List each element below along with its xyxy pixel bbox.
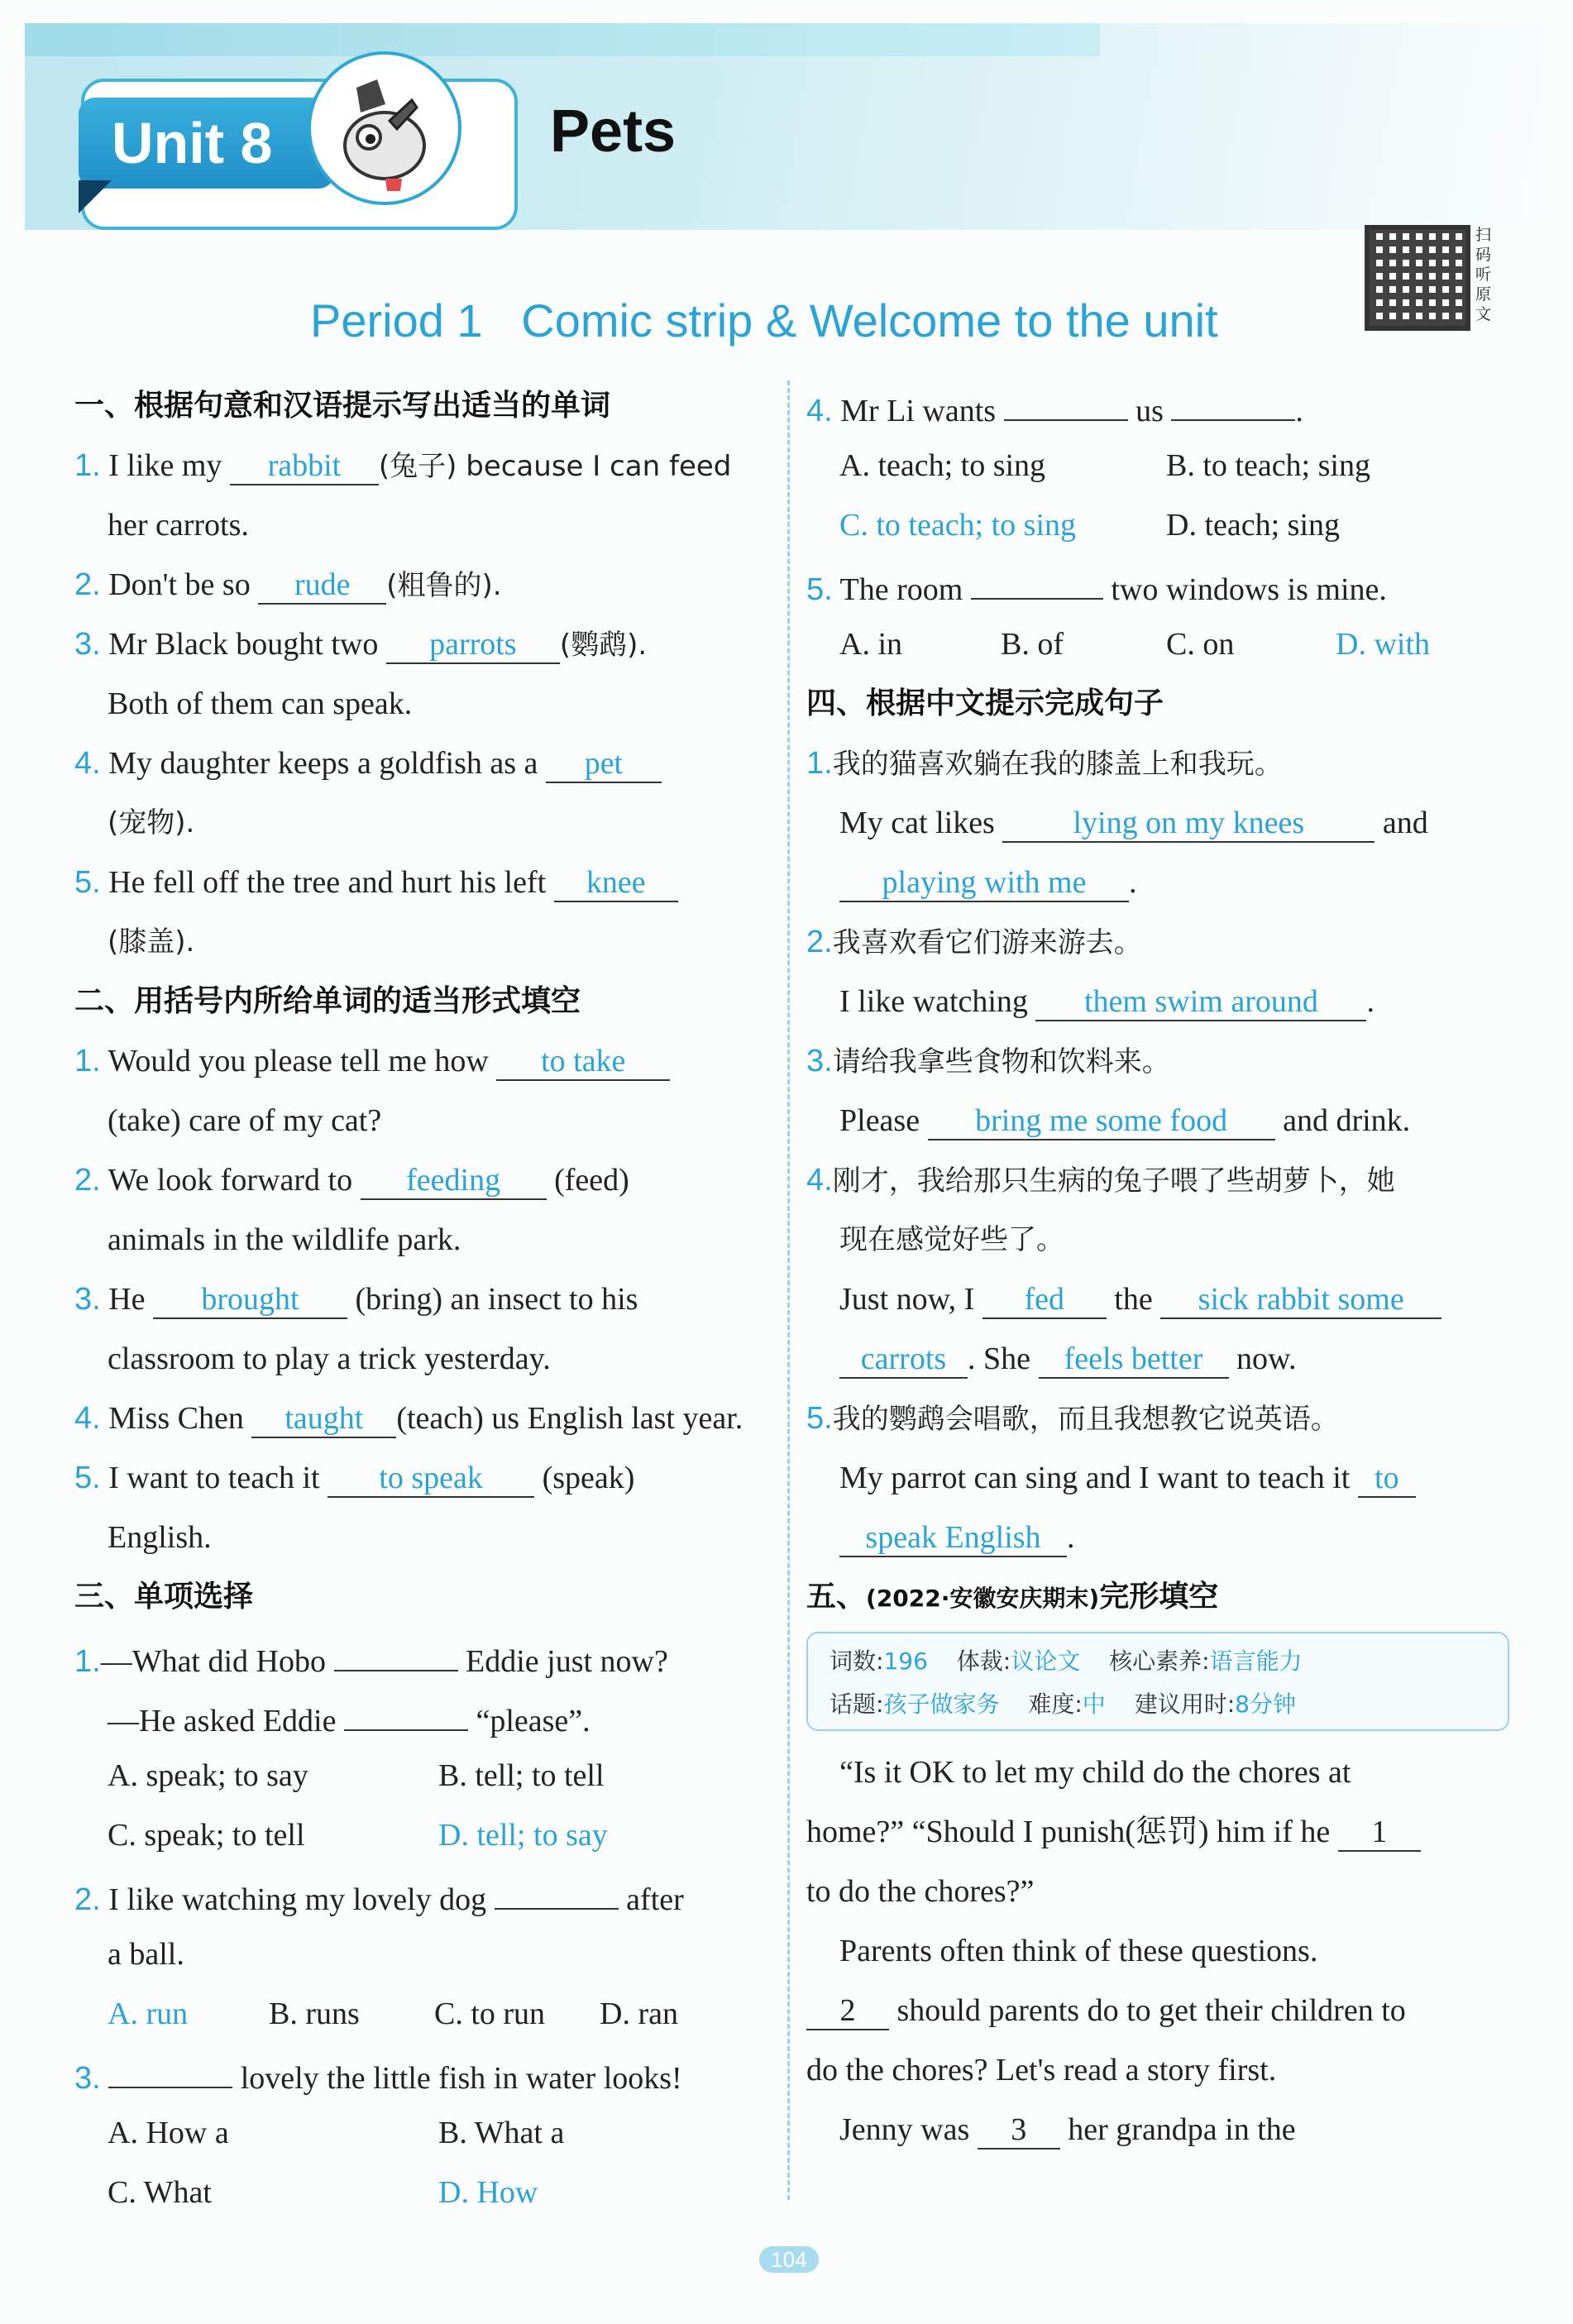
option-c[interactable]: C. on — [1166, 627, 1235, 662]
info-value: 中 — [1082, 1690, 1106, 1718]
answer-blank[interactable]: fed — [983, 1274, 1107, 1319]
s4-q4-cn-cont: 现在感觉好些了。 — [839, 1223, 1064, 1256]
q-number: 3. — [74, 2061, 101, 2096]
q-number: 3. — [806, 1044, 833, 1078]
info-key: 体裁: — [956, 1647, 1011, 1675]
answer-blank[interactable] — [334, 1627, 458, 1671]
s4-q1-en — [806, 793, 1509, 853]
period-title: Period 1 Comic strip & Welcome to the unit — [310, 294, 1218, 347]
q-text: now. — [1236, 1341, 1297, 1376]
answer-blank[interactable] — [971, 555, 1103, 600]
q-text: . She — [968, 1341, 1030, 1376]
q-text: —He asked Eddie — [108, 1704, 337, 1738]
q-text: “please”. — [476, 1704, 590, 1738]
section-1-heading: 一、根据句意和汉语提示写出适当的单词 — [74, 389, 611, 423]
q-text: I like watching my lovely dog — [108, 1882, 487, 1917]
s1-q2 — [74, 555, 773, 614]
q-text: (bring) an insect to his — [355, 1282, 638, 1317]
unit-title: Pets — [550, 98, 677, 165]
q-text: (粗鲁的). — [386, 569, 502, 602]
q-text: the — [1114, 1282, 1153, 1317]
info-key: 词数: — [830, 1647, 884, 1675]
q-number: 1. — [74, 1644, 101, 1679]
q-number: 2. — [74, 1882, 101, 1917]
q-number: 4. — [74, 1401, 101, 1436]
q-number: 5. — [74, 1461, 101, 1495]
unit-label: Unit 8 — [79, 98, 335, 189]
s4-q3 — [806, 1031, 1509, 1091]
info-value: 语言能力 — [1209, 1647, 1303, 1675]
passage-line: to do the chores?” — [806, 1874, 1035, 1909]
q-number: 2. — [806, 925, 833, 959]
section-3-heading: 三、单项选择 — [74, 1580, 254, 1614]
answer-blank[interactable]: pet — [546, 739, 662, 783]
q-text: two windows is mine. — [1111, 572, 1387, 607]
q-number: 5. — [74, 865, 101, 900]
q-number: 4. — [806, 1163, 833, 1198]
s1-q4-cont: (宠物). — [108, 806, 195, 839]
option-d-correct[interactable]: D. How — [438, 2175, 538, 2210]
q-text: Would you please tell me how — [108, 1044, 489, 1078]
s1-q5 — [74, 853, 773, 912]
s3-q3 — [74, 2044, 773, 2103]
s3-q3-options-2 — [74, 2163, 773, 2222]
passage-line — [806, 1981, 1509, 2040]
s1-q1-cont: her carrots. — [108, 508, 249, 543]
option-b[interactable]: B. What a — [438, 2116, 565, 2150]
answer-blank[interactable]: feeding — [361, 1155, 547, 1200]
q-text: My daughter keeps a goldfish as a — [108, 746, 538, 781]
q-text: Don't be so — [108, 567, 251, 602]
option-c[interactable]: C. What — [108, 2175, 212, 2210]
answer-blank[interactable]: them swim around — [1035, 977, 1366, 1021]
passage-text: her grandpa in the — [1068, 2112, 1296, 2147]
s4-q2 — [806, 912, 1509, 972]
cloze-blank-2[interactable]: 2 — [806, 1986, 889, 2030]
answer-blank[interactable]: rude — [258, 560, 386, 605]
q-text: after — [626, 1882, 684, 1917]
q-number: 4. — [74, 746, 101, 781]
option-d[interactable]: D. teach; sing — [1166, 508, 1341, 543]
q-text: I want to teach it — [108, 1461, 320, 1495]
s2-q1 — [74, 1031, 773, 1091]
s4-q1-en-cont — [806, 853, 1509, 912]
answer-blank[interactable]: speak English — [839, 1513, 1067, 1557]
answer-blank[interactable]: lying on my knees — [1002, 798, 1375, 843]
q-text: lovely the little fish in water looks! — [240, 2061, 682, 2096]
q-text: and — [1382, 806, 1428, 840]
answer-blank[interactable]: to speak — [328, 1453, 534, 1498]
q-text: I like watching — [839, 984, 1028, 1019]
info-key: 难度: — [1028, 1690, 1083, 1718]
option-c[interactable]: C. speak; to tell — [108, 1818, 305, 1853]
passage-text: should parents do to get their children to — [896, 1993, 1406, 2028]
info-value: 196 — [883, 1647, 928, 1675]
answer-blank[interactable] — [1171, 376, 1295, 421]
q-number: 2. — [74, 567, 101, 602]
q-text: He fell off the tree and hurt his left — [108, 865, 547, 900]
q-text: We look forward to — [108, 1163, 353, 1198]
cloze-blank-1[interactable]: 1 — [1338, 1807, 1421, 1852]
option-a[interactable]: A. speak; to say — [108, 1758, 308, 1793]
q-number: 4. — [806, 394, 833, 428]
q-chinese: 我的猫喜欢躺在我的膝盖上和我玩。 — [832, 748, 1283, 781]
s4-q4 — [806, 1150, 1509, 1210]
q-text: . — [1366, 984, 1375, 1019]
s2-q4 — [74, 1389, 773, 1448]
answer-blank[interactable]: taught — [251, 1394, 396, 1438]
option-d-correct[interactable]: D. tell; to say — [438, 1818, 608, 1853]
s1-q5-cont: (膝盖). — [108, 925, 195, 959]
passage-text: home?” “Should I punish(惩罚) him if he — [806, 1815, 1331, 1849]
option-a-correct[interactable]: A. run — [108, 1996, 189, 2031]
passage-info-box — [806, 1632, 1509, 1731]
q-chinese: 我的鹦鹉会唱歌，而且我想教它说英语。 — [832, 1403, 1339, 1436]
s3-q5 — [806, 555, 1509, 614]
section-2-heading: 二、用括号内所给单词的适当形式填空 — [74, 984, 581, 1018]
s3-q4-options-2 — [806, 495, 1509, 555]
q-chinese: 请给我拿些食物和饮料来。 — [832, 1045, 1170, 1078]
q-text: . — [1067, 1520, 1075, 1555]
s2-q5-cont: English. — [108, 1520, 212, 1555]
option-b[interactable]: B. tell; to tell — [438, 1758, 605, 1793]
s4-q2-en — [806, 972, 1509, 1031]
q-text: My parrot can sing and I want to teach it — [839, 1461, 1351, 1495]
s4-q1 — [806, 734, 1509, 793]
q-number: 1. — [74, 1044, 101, 1078]
q-text: The room — [839, 572, 963, 607]
option-b[interactable]: B. runs — [269, 1996, 360, 2031]
passage-line: Parents often think of these questions. — [839, 1934, 1318, 1968]
info-row-2 — [830, 1683, 1486, 1726]
passage-text: Jenny was — [839, 2112, 970, 2147]
q-text: My cat likes — [839, 806, 995, 840]
info-row-1 — [830, 1640, 1486, 1683]
s1-q4 — [74, 734, 773, 793]
s2-q1-cont: (take) care of my cat? — [108, 1103, 382, 1138]
q-text: (feed) — [554, 1163, 629, 1198]
s3-q2 — [74, 1865, 773, 1925]
q-text: (鹦鹉). — [559, 629, 648, 662]
answer-blank[interactable] — [108, 2044, 232, 2088]
s4-q5 — [806, 1389, 1509, 1448]
mascot-illustration — [308, 51, 461, 205]
s4-q4-en-cont — [806, 1329, 1509, 1389]
s4-q5-en — [806, 1448, 1509, 1508]
s3-q1-options-2 — [74, 1805, 773, 1865]
q-chinese: 刚才，我给那只生病的兔子喂了些胡萝卜，她 — [832, 1164, 1395, 1198]
passage-line — [806, 1802, 1509, 1862]
option-a[interactable]: A. teach; to sing — [839, 448, 1046, 483]
q-text: us — [1136, 394, 1164, 428]
s2-q2 — [74, 1150, 773, 1210]
q-number: 3. — [74, 627, 101, 662]
info-value: 议论文 — [1011, 1647, 1081, 1675]
section-5-source: (2022·安徽安庆期末) — [866, 1585, 1100, 1612]
header-stripe — [25, 23, 1100, 56]
cloze-blank-3[interactable]: 3 — [978, 2105, 1060, 2149]
s4-q3-en — [806, 1091, 1509, 1150]
answer-blank[interactable]: to take — [496, 1036, 670, 1081]
section-4-heading: 四、根据中文提示完成句子 — [806, 686, 1164, 720]
passage-line: do the chores? Let's read a story first. — [806, 2053, 1277, 2087]
s3-q5-options — [806, 614, 1509, 674]
q-number: 5. — [806, 572, 833, 607]
mascot-icon — [311, 55, 458, 202]
section-5-number: 五、 — [806, 1580, 867, 1614]
info-key: 核心素养: — [1109, 1647, 1210, 1675]
answer-blank[interactable]: sick rabbit some — [1160, 1274, 1442, 1319]
s1-q3-cont: Both of them can speak. — [108, 686, 413, 721]
option-a[interactable]: A. How a — [108, 2116, 229, 2150]
q-number: 1. — [806, 746, 833, 781]
info-key: 建议用时: — [1134, 1690, 1236, 1718]
answer-blank[interactable]: feels better — [1039, 1334, 1229, 1379]
q-text: Miss Chen — [108, 1401, 244, 1436]
option-d-correct[interactable]: D. with — [1336, 627, 1430, 662]
answer-blank[interactable]: playing with me — [839, 858, 1129, 902]
s1-q3 — [74, 614, 773, 674]
left-column — [74, 376, 773, 2222]
answer-blank[interactable] — [495, 1865, 619, 1910]
s3-q4-options-1 — [806, 436, 1509, 495]
s3-q3-options-1 — [74, 2103, 773, 2163]
answer-blank[interactable]: bring me some food — [928, 1096, 1275, 1140]
q-text: (speak) — [542, 1461, 635, 1495]
s4-q5-en-cont — [806, 1508, 1509, 1567]
s3-q2-cont: a ball. — [108, 1937, 184, 1972]
qr-code-icon[interactable] — [1365, 225, 1470, 331]
tab-fold — [79, 180, 112, 213]
answer-blank[interactable]: knee — [554, 858, 678, 902]
option-b[interactable]: B. of — [1001, 627, 1064, 662]
s4-q4-en — [806, 1270, 1509, 1329]
answer-blank[interactable]: brought — [153, 1274, 347, 1319]
section-5-title: 完形填空 — [1099, 1580, 1219, 1614]
s3-q4: 4. Mr Li wants us . — [806, 376, 1509, 436]
column-divider — [787, 380, 790, 2200]
q-text: Please — [839, 1103, 920, 1138]
s2-q2-cont: animals in the wildlife park. — [108, 1222, 461, 1257]
q-number: 3. — [74, 1282, 101, 1317]
answer-blank[interactable]: rabbit — [230, 441, 379, 485]
s2-q3 — [74, 1270, 773, 1329]
q-text: Mr Li wants — [840, 394, 997, 428]
q-text: and drink. — [1283, 1103, 1411, 1138]
q-chinese: 我喜欢看它们游来游去。 — [832, 926, 1142, 959]
info-value: 孩子做家务 — [883, 1690, 1000, 1718]
option-a[interactable]: A. in — [839, 627, 902, 662]
option-c-correct[interactable]: C. to teach; to sing — [839, 508, 1077, 543]
option-d[interactable]: D. ran — [600, 1996, 678, 2031]
option-b[interactable]: B. to teach; sing — [1166, 448, 1370, 483]
q-text: . — [1129, 865, 1137, 900]
s2-q3-cont: classroom to play a trick yesterday. — [108, 1341, 551, 1376]
s3-q1-cont — [74, 1686, 773, 1746]
s3-q1 — [74, 1627, 773, 1686]
q-text: He — [108, 1282, 146, 1317]
s2-q5 — [74, 1448, 773, 1508]
page-number: 104 — [759, 2246, 819, 2273]
passage-line: “Is it OK to let my child do the chores at — [839, 1755, 1351, 1790]
info-key: 话题: — [830, 1690, 884, 1718]
answer-blank[interactable] — [344, 1686, 468, 1731]
s1-q1 — [74, 436, 773, 495]
q-text: Mr Black bought two — [108, 627, 379, 662]
q-number: 5. — [806, 1401, 833, 1436]
right-column — [806, 376, 1509, 2159]
option-c[interactable]: C. to run — [434, 1996, 546, 2031]
q-text: I like my — [108, 448, 222, 483]
answer-blank[interactable]: carrots — [839, 1334, 968, 1379]
answer-blank[interactable] — [1004, 376, 1128, 421]
q-text: Eddie just now? — [466, 1644, 668, 1679]
answer-blank[interactable]: parrots — [386, 619, 560, 664]
q-text: (兔子) because I can feed — [378, 450, 732, 483]
q-number: 1. — [74, 448, 101, 483]
qr-caption: 扫码听原文 — [1475, 226, 1492, 323]
s3-q2-options — [74, 1984, 773, 2044]
q-text: Just now, I — [839, 1282, 975, 1317]
q-number: 2. — [74, 1163, 101, 1198]
section-5-heading — [806, 1567, 1509, 1627]
q-text: (teach) us English last year. — [396, 1401, 743, 1436]
q-text: —What did Hobo — [100, 1644, 326, 1679]
s3-q1-options-1 — [74, 1746, 773, 1805]
answer-blank[interactable]: to — [1358, 1453, 1416, 1498]
passage-line — [806, 2100, 1509, 2159]
info-value: 8分钟 — [1235, 1690, 1296, 1718]
